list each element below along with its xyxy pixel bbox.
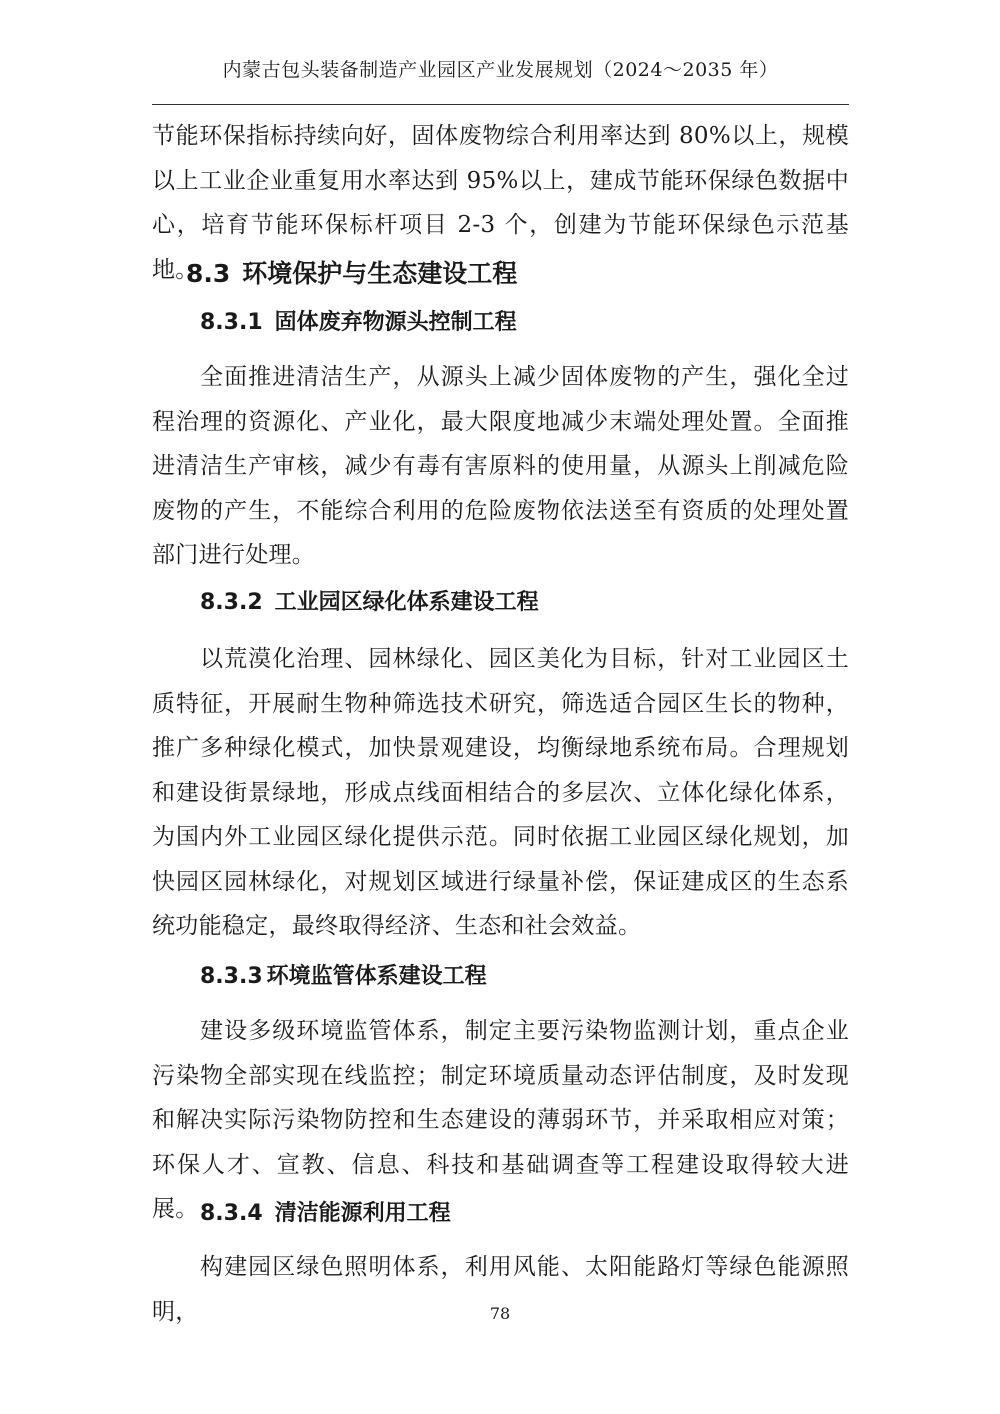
paragraph-8-3-4: 构建园区绿色照明体系，利用风能、太阳能路灯等绿色能源照明，: [152, 1254, 849, 1325]
section-heading-8-3: [186, 256, 517, 292]
section-title: 环境保护与生态建设工程: [242, 259, 518, 288]
paragraph-8-3-1: 全面推进清洁生产，从源头上减少固体废物的产生，强化全过程治理的资源化、产业化，最大限度地减少末端处理处置。全面推进清洁生产审核，减少有毒有害原料的使用量，从源头上削减危险废物的产生，不能综合利用的危险废物依法送至有资质的处理处置部门进行处理。: [152, 364, 849, 568]
subsection-number: 8.3.2: [200, 590, 263, 615]
page-number: 78: [489, 1304, 511, 1323]
subsection-heading-8-3-1: [200, 306, 517, 340]
paragraph-8-3-2: 以荒漠化治理、园林绿化、园区美化为目标，针对工业园区土质特征，开展耐生物种筛选技术研究，筛选适合园区生长的物种，推广多种绿化模式，加快景观建设，均衡绿地系统布局。合理规划和建设街景绿地，形成点线面相结合的多层次、立体化绿化体系，为国内外工业园区绿化提供示范。同时依据工业园区绿化规划，加快园区园林绿化，对规划区域进行绿量补偿，保证建成区的生态系统功能稳定，最终取得经济、生态和社会效益。: [152, 646, 849, 939]
subsection-heading-8-3-2: [200, 586, 539, 620]
running-header: 内蒙古包头装备制造产业园区产业发展规划（2024～2035 年）: [222, 59, 779, 81]
intro-paragraph: 节能环保指标持续向好，固体废物综合利用率达到 80%以上，规模以上工业企业重复用水率达到 95%以上，建成节能环保绿色数据中心，培育节能环保标杆项目 2-3 个，创建为节能环保绿色示范基地。: [152, 123, 849, 283]
header-rule: [152, 104, 849, 105]
subsection-title: 固体废弃物源头控制工程: [274, 310, 517, 335]
paragraph-8-3-3: 建设多级环境监管体系，制定主要污染物监测计划，重点企业污染物全部实现在线监控；制定环境质量动态评估制度，及时发现和解决实际污染物防控和生态建设的薄弱环节，并采取相应对策；环保人才、宣教、信息、科技和基础调查等工程建设取得较大进展。: [152, 1018, 849, 1222]
subsection-title: 工业园区绿化体系建设工程: [274, 590, 539, 615]
subsection-number: 8.3.3: [200, 964, 263, 989]
subsection-heading-8-3-4: [200, 1197, 451, 1231]
subsection-number: 8.3.4: [200, 1201, 263, 1226]
subsection-number: 8.3.1: [200, 310, 263, 335]
subsection-title: 清洁能源利用工程: [274, 1201, 451, 1226]
section-number: 8.3: [186, 259, 231, 288]
subsection-heading-8-3-3: [200, 960, 487, 994]
subsection-title: 环境监管体系建设工程: [266, 964, 487, 989]
